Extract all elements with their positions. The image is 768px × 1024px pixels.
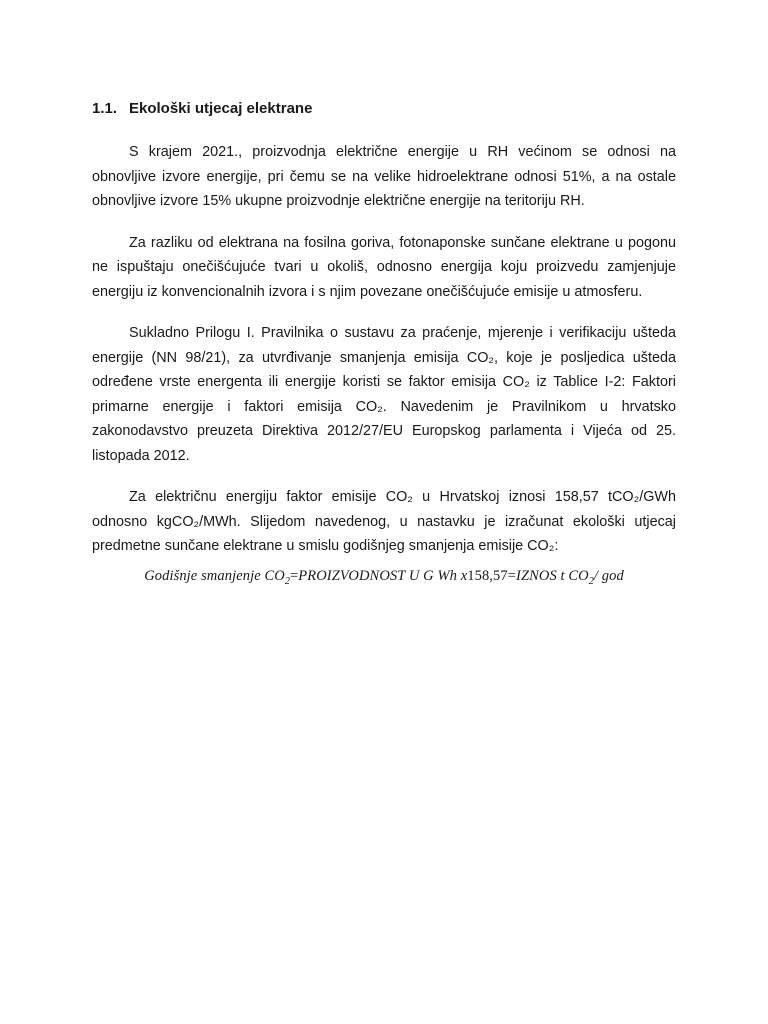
formula-middle: PROIZVODNOST U G Wh x	[298, 567, 468, 584]
formula-left: Godišnje smanjenje CO	[144, 567, 285, 584]
document-page	[92, 98, 676, 585]
formula-left-subscript: 2	[284, 575, 291, 587]
formula-equals-2: =	[507, 567, 517, 584]
emission-formula	[92, 568, 676, 585]
formula-tail: / god	[593, 567, 624, 584]
paragraph-2: Za razliku od elektrana na fosilna goriva, fotonaponske sunčane elektrane u pogonu ne ispuštaju onečišćujuće tvari u okoliš, odnosno energija koju proizvedu zamjenjuje energiju iz konvencionalnih izvora i s njim povezane onečišćujuće emisije u atmosferu.	[92, 234, 676, 300]
formula-right: IZNOS t CO	[516, 567, 589, 584]
section-title: Ekološki utjecaj elektrane	[129, 100, 313, 117]
section-number: 1.1.	[92, 100, 118, 117]
formula-equals-1: =	[290, 567, 299, 584]
paragraph-1: S krajem 2021., proizvodnja električne energije u RH većinom se odnosi na obnovljive izvore energije, pri čemu se na velike hidroelektrane odnosi 51%, a na ostale obnovljive izvore 15% ukupne proizvodnje električne energije na teritoriju RH.	[92, 144, 676, 209]
formula-factor: 158,57	[467, 567, 508, 584]
paragraph-4: Za električnu energiju faktor emisije CO₂ u Hrvatskoj iznosi 158,57 tCO₂/GWh odnosno kgCO₂/MWh. Slijedom navedenog, u nastavku je izračunat ekološki utjecaj predmetne sunčane elektrane u smislu godišnjeg smanjenja emisije CO₂:	[92, 489, 676, 554]
formula-right-subscript: 2	[588, 575, 594, 587]
paragraph-3: Sukladno Prilogu I. Pravilnika o sustavu za praćenje, mjerenje i verifikaciju ušteda energije (NN 98/21), za utvrđivanje smanjenja emisija CO₂, koje je posljedica ušteda određene vrste energenta ili energije koristi se faktor emisija CO₂ iz Tablice I-2: Faktori primarne energije i faktori emisija CO₂. Navedenim je Pravilnikom u hrvatsko zakonodavstvo preuzeta Direktiva 2012/27/EU Europskog parlamenta i Vijeća od 25. listopada 2012.	[92, 325, 676, 464]
section-heading	[92, 98, 676, 120]
